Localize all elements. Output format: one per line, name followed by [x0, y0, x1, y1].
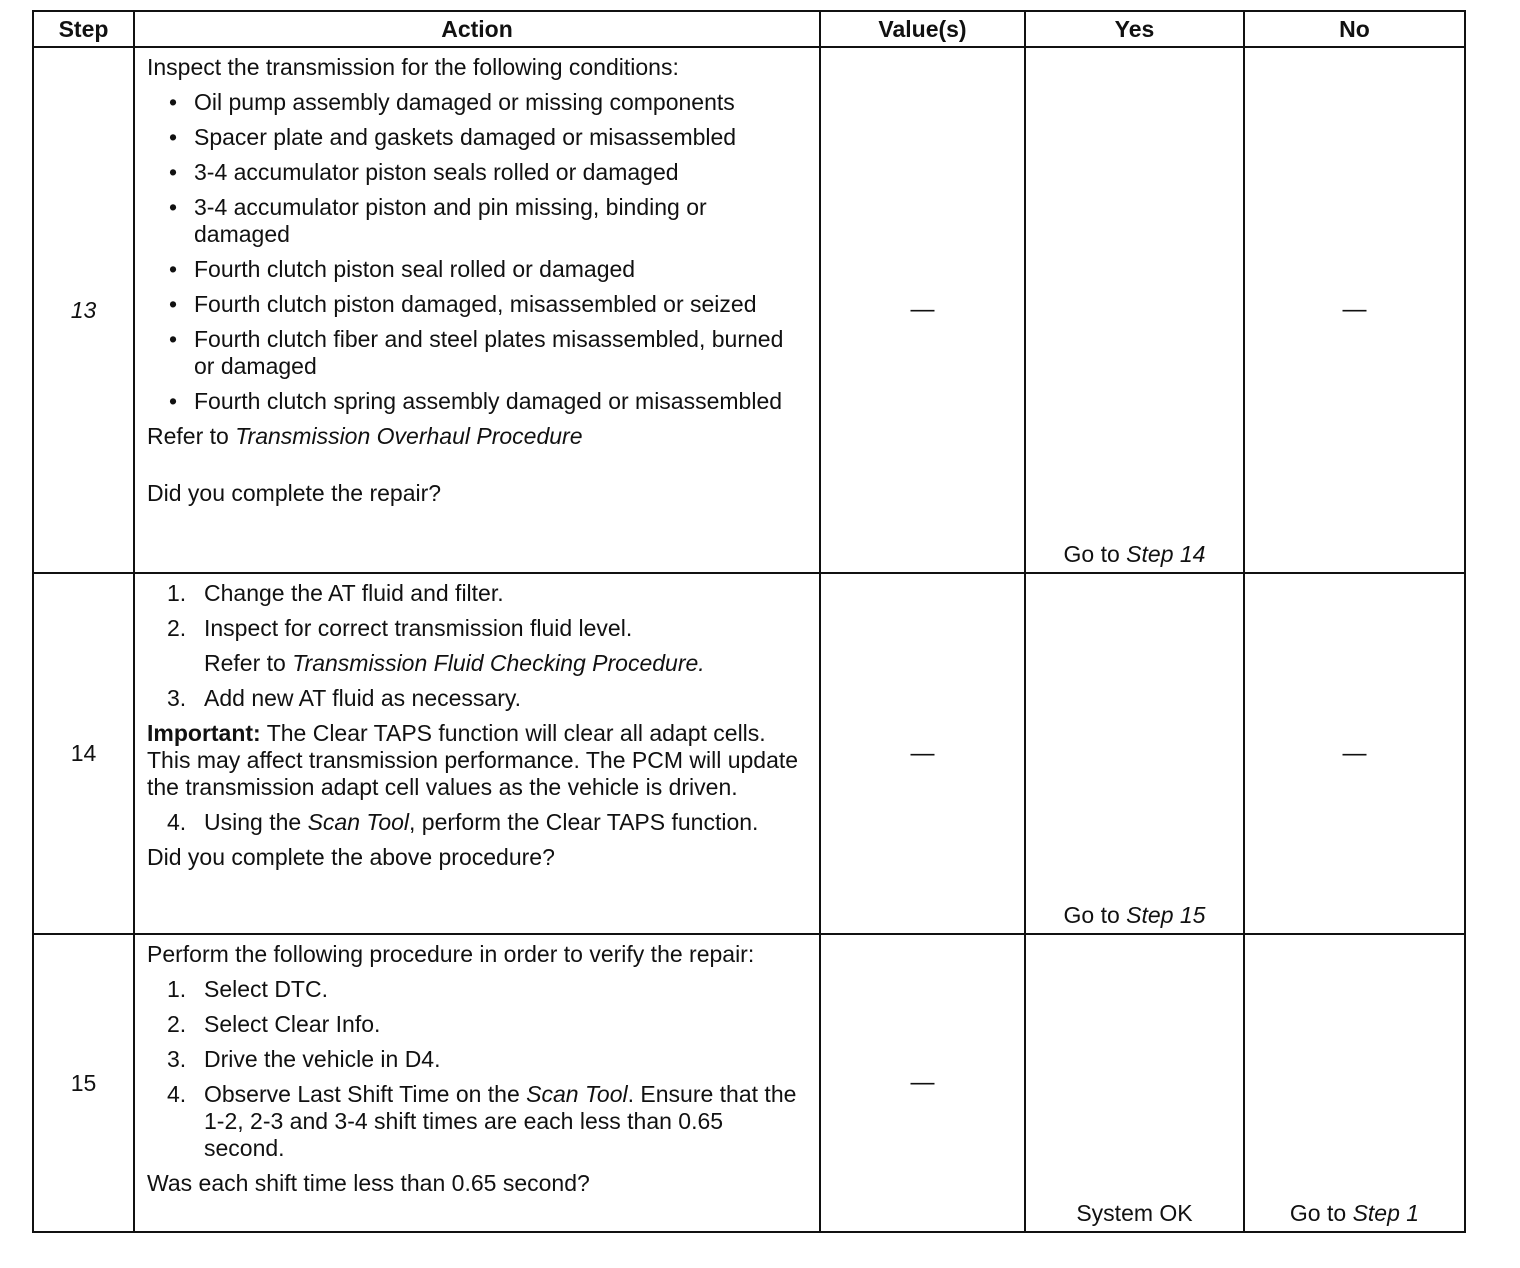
action-question: Did you complete the above procedure?: [147, 844, 555, 870]
yes-cell: [1025, 573, 1244, 934]
table-row-step-14: [33, 573, 1465, 934]
refer-prefix: Refer to: [204, 650, 293, 676]
step-text: Select Clear Info.: [204, 1011, 381, 1037]
action-intro: Inspect the transmission for the following conditions:: [147, 54, 679, 80]
procedure-step: [147, 615, 807, 642]
value-cell: [820, 47, 1025, 573]
yes-cell: [1025, 934, 1244, 1232]
action-cell: [134, 573, 820, 934]
important-label: Important:: [147, 720, 261, 746]
procedure-steps: [147, 685, 807, 712]
no-step-link: Step 1: [1352, 1200, 1420, 1226]
value-dash: —: [910, 1069, 935, 1096]
no-cell: [1244, 573, 1465, 934]
step-number-cell: [33, 47, 134, 573]
action-intro: Perform the following procedure in order to verify the repair:: [147, 941, 755, 967]
condition-item: • Fourth clutch piston seal rolled or damaged: [147, 256, 807, 283]
step-num: 1.: [167, 976, 187, 1002]
step-num: 4.: [167, 809, 187, 835]
procedure-step: [147, 685, 807, 712]
step-text: Observe Last Shift Time on the: [204, 1081, 527, 1107]
procedure-steps: [147, 809, 807, 836]
step-num: 3.: [167, 1046, 187, 1072]
value-dash: —: [910, 739, 935, 767]
procedure-reference: Transmission Fluid Checking Procedure.: [292, 650, 705, 676]
no-dash: —: [1342, 739, 1367, 767]
important-note: [147, 720, 807, 801]
step-text: Change the AT fluid and filter.: [204, 580, 504, 606]
procedure-step: [147, 976, 807, 1003]
yes-step-link: Step 14: [1126, 541, 1206, 567]
header-yes: Yes: [1025, 11, 1244, 47]
header-values: Value(s): [820, 11, 1025, 47]
value-dash: —: [910, 296, 935, 323]
yes-prefix: Go to: [1063, 902, 1127, 928]
yes-prefix: Go to: [1063, 541, 1127, 567]
procedure-step: [147, 1046, 807, 1073]
value-cell: [820, 573, 1025, 934]
condition-item: • 3-4 accumulator piston and pin missing, binding or damaged: [147, 194, 807, 248]
header-step: Step: [33, 11, 134, 47]
step-num: 3.: [167, 685, 187, 711]
header-row: [33, 11, 1465, 47]
tool-reference: Scan Tool: [526, 1081, 628, 1107]
action-question: Was each shift time less than 0.65 second?: [147, 1170, 590, 1196]
procedure-steps: [147, 580, 807, 642]
no-cell: [1244, 47, 1465, 573]
yes-outcome: [1026, 902, 1243, 929]
step-text: Add new AT fluid as necessary.: [204, 685, 522, 711]
no-dash: —: [1342, 296, 1367, 323]
condition-item: • Fourth clutch spring assembly damaged or misassembled: [147, 388, 807, 415]
step-number-cell: [33, 934, 134, 1232]
step-text: Using the: [204, 809, 308, 835]
step-text: Inspect for correct transmission fluid level.: [204, 615, 633, 641]
procedure-reference: Transmission Overhaul Procedure: [235, 423, 583, 449]
diagnostic-table: [32, 10, 1466, 1233]
action-question: Did you complete the repair?: [147, 480, 442, 506]
step-num: 1.: [167, 580, 187, 606]
procedure-step: [147, 809, 807, 836]
no-outcome: [1245, 1200, 1464, 1227]
action-cell: [134, 47, 820, 573]
yes-cell: [1025, 47, 1244, 573]
procedure-step: [147, 580, 807, 607]
step-number: 15: [70, 1069, 97, 1096]
condition-item: • 3-4 accumulator piston seals rolled or damaged: [147, 159, 807, 186]
table-row-step-15: [33, 934, 1465, 1232]
step-number-cell: [33, 573, 134, 934]
tool-reference: Scan Tool: [307, 809, 410, 835]
value-cell: [820, 934, 1025, 1232]
procedure-step: [147, 1011, 807, 1038]
header-action: Action: [134, 11, 820, 47]
procedure-steps: [147, 976, 807, 1162]
no-cell: [1244, 934, 1465, 1232]
condition-item: • Oil pump assembly damaged or missing components: [147, 89, 807, 116]
step-text: , perform the Clear TAPS function.: [409, 809, 759, 835]
procedure-step: [147, 1081, 807, 1162]
step-num: 2.: [167, 1011, 187, 1037]
step-number: 13: [70, 296, 97, 323]
condition-item: • Spacer plate and gaskets damaged or misassembled: [147, 124, 807, 151]
condition-item: • Fourth clutch fiber and steel plates misassembled, burned or damaged: [147, 326, 807, 380]
step-number: 14: [70, 740, 97, 766]
condition-item: • Fourth clutch piston damaged, misassembled or seized: [147, 291, 807, 318]
important-text: The Clear TAPS function will clear all adapt cells. This may affect transmission performance. The PCM will update the transmission adapt cell values as the vehicle is driven.: [147, 720, 799, 800]
header-no: No: [1244, 11, 1465, 47]
yes-outcome: System OK: [1076, 1200, 1193, 1226]
table-row-step-13: [33, 47, 1465, 573]
no-prefix: Go to: [1289, 1200, 1353, 1226]
step-text: . Ensure that the 1-2, 2-3 and 3-4 shift times are each less than 0.65 second.: [204, 1081, 797, 1161]
step-num: 4.: [167, 1081, 187, 1107]
refer-line: [147, 650, 807, 677]
refer-prefix: Refer to: [147, 423, 236, 449]
step-text: Select DTC.: [204, 976, 328, 1002]
yes-step-link: Step 15: [1126, 902, 1206, 928]
step-num: 2.: [167, 615, 187, 641]
condition-list: [147, 89, 807, 415]
step-text: Drive the vehicle in D4.: [204, 1046, 441, 1072]
action-cell: [134, 934, 820, 1232]
refer-line: [147, 423, 807, 450]
yes-outcome: [1026, 541, 1243, 568]
